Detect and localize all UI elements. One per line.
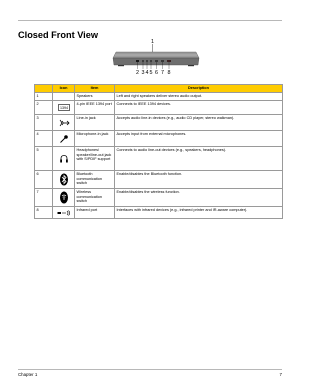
row-description: Accepts audio line-in devices (e.g., audio CD player, stereo walkman).	[115, 115, 283, 131]
callout-label: 7	[161, 70, 164, 76]
footer-page-number: 7	[279, 372, 282, 377]
row-number: 8	[35, 207, 53, 219]
table-row	[35, 147, 283, 171]
table-row	[35, 131, 283, 147]
row-number: 2	[35, 101, 53, 115]
callout-label: 8	[167, 70, 171, 76]
row-number: 5	[35, 147, 53, 171]
table-row	[35, 93, 283, 101]
port-spec-table	[34, 84, 283, 219]
table-row	[35, 171, 283, 189]
row-item: Wireless communication switch	[75, 189, 115, 207]
header-rule	[18, 20, 282, 21]
callout-label: 3	[141, 70, 145, 76]
bluetooth-icon	[59, 173, 69, 186]
row-description: Connects to audio line-out devices (e.g., speakers, headphones).	[115, 147, 283, 171]
row-description: Enable/disables the Bluetooth function.	[115, 171, 283, 189]
row-item: 4-pin IEEE 1394 port	[75, 101, 115, 115]
row-description: Interfaces with infrared devices (e.g., infrared printer and IR-aware computer).	[115, 207, 283, 219]
footer-chapter: Chapter 1	[18, 372, 38, 377]
infrared-icon	[57, 210, 71, 216]
header-num	[35, 85, 53, 93]
table-row	[35, 101, 283, 115]
callout-label: 4	[145, 70, 149, 76]
line-in-icon	[58, 118, 70, 128]
svg-text:1394: 1394	[59, 106, 68, 110]
wireless-icon	[59, 191, 69, 204]
ieee1394-icon	[58, 104, 70, 111]
row-number: 6	[35, 171, 53, 189]
header-item: Item	[75, 85, 115, 93]
row-description: Enable/disables the wireless function.	[115, 189, 283, 207]
laptop-front-illustration	[96, 38, 216, 78]
microphone-icon	[59, 134, 69, 144]
footer-rule	[18, 369, 282, 370]
row-description: Left and right speakers deliver stereo audio output.	[115, 93, 283, 101]
row-description: Connects to IEEE 1394 devices.	[115, 101, 283, 115]
row-item: Infrared port	[75, 207, 115, 219]
table-row	[35, 207, 283, 219]
row-number: 7	[35, 189, 53, 207]
callout-label: 1	[151, 39, 154, 45]
headphones-icon	[59, 154, 69, 164]
row-item: Headphones/ speaker/line-out jack with S/PDIF support	[75, 147, 115, 171]
header-icon: Icon	[53, 85, 75, 93]
page-title: Closed Front View	[18, 30, 98, 40]
row-number: 4	[35, 131, 53, 147]
callout-label: 5	[149, 70, 153, 76]
icon-cell-empty	[53, 93, 75, 101]
row-item: Speakers	[75, 93, 115, 101]
callout-label: 6	[155, 70, 158, 76]
row-number: 1	[35, 93, 53, 101]
row-number: 3	[35, 115, 53, 131]
row-item: Microphone-in jack	[75, 131, 115, 147]
header-description: Description	[115, 85, 283, 93]
table-header-row	[35, 85, 283, 93]
callout-label: 2	[136, 70, 139, 76]
row-item: Line-in jack	[75, 115, 115, 131]
table-row	[35, 115, 283, 131]
table-row	[35, 189, 283, 207]
row-item: Bluetooth communication switch	[75, 171, 115, 189]
row-description: Accepts input from external microphones.	[115, 131, 283, 147]
